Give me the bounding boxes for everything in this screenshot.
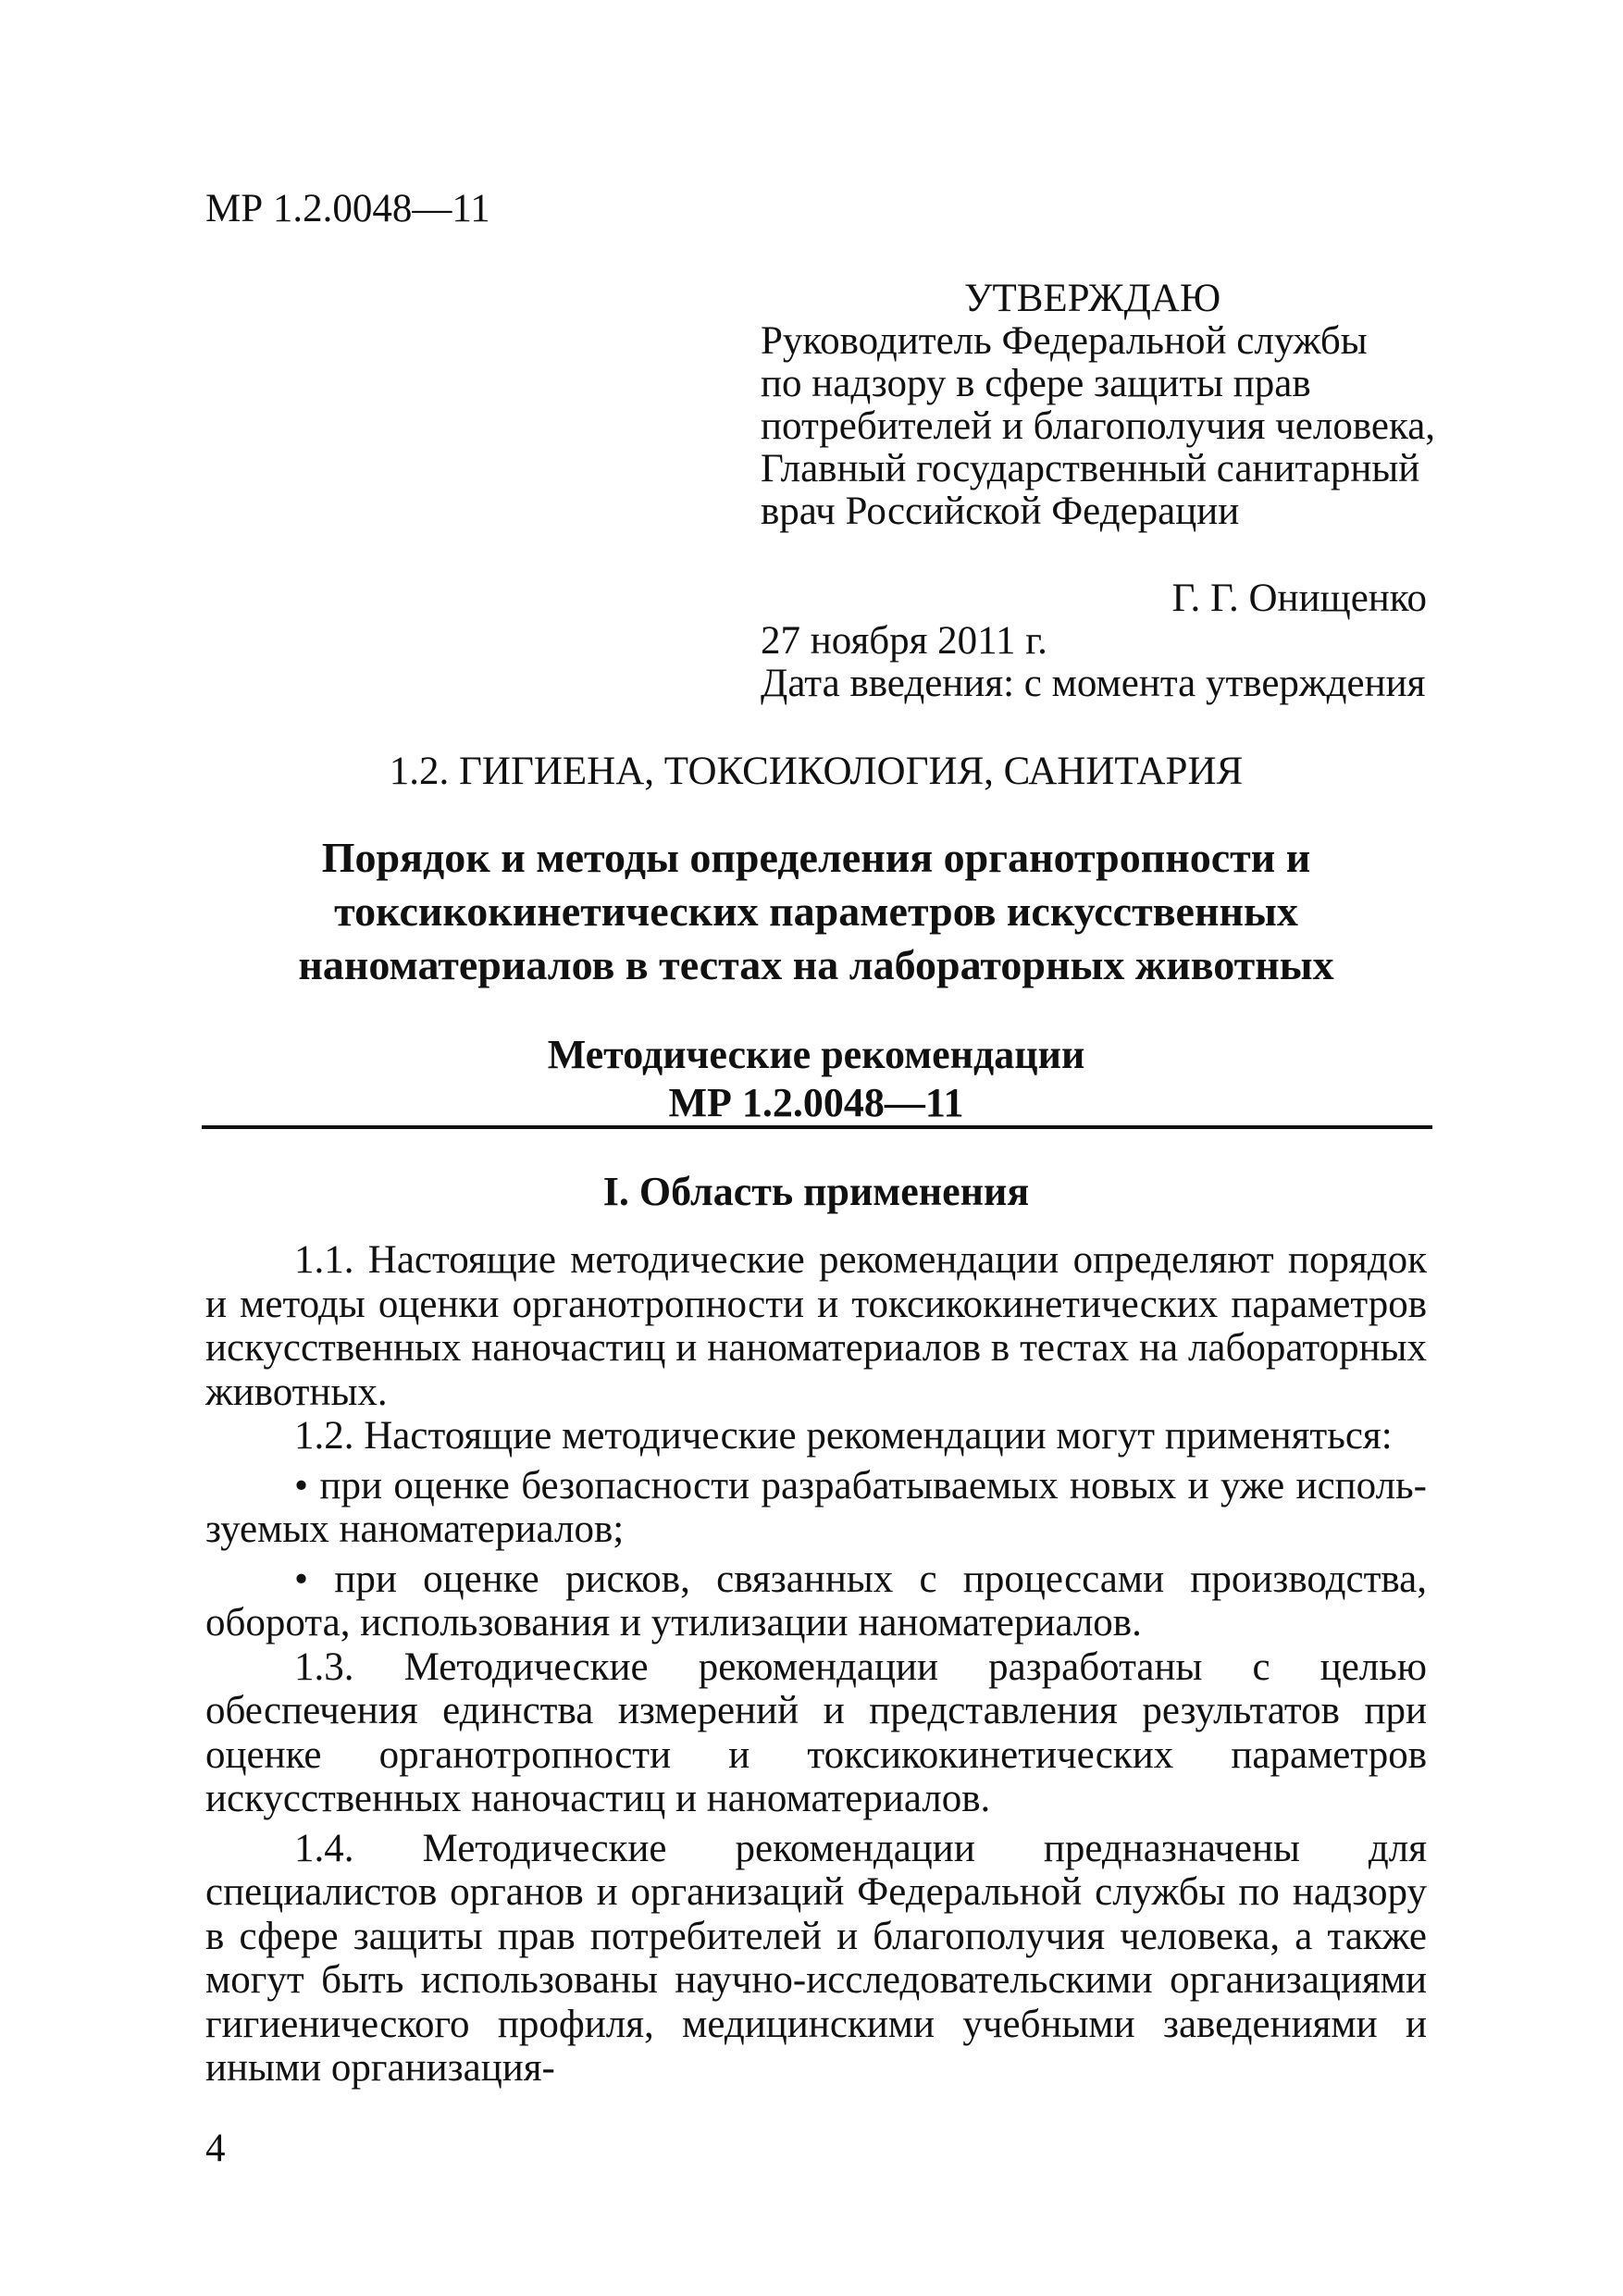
approval-line: Руководитель Федеральной службы xyxy=(761,319,1368,363)
approval-effective-date: Дата введения: с момента утверждения xyxy=(761,662,1426,705)
document-title xyxy=(205,831,1427,992)
approval-line: потребителей и благополучия человека, xyxy=(761,404,1436,448)
approval-heading: УТВЕРЖДАЮ xyxy=(964,277,1221,320)
approval-line: врач Российской Федерации xyxy=(761,490,1240,533)
paragraph-1-2: 1.2. Настоящие методические рекомендации могут применяться: xyxy=(294,1414,1393,1458)
page-number: 4 xyxy=(205,2127,226,2170)
bullet-item: • при оценке безопасности разрабатываемых новых и уже используемых наноматериалов; xyxy=(205,1463,1427,1551)
approval-block xyxy=(761,277,1436,705)
section-header: 1.2. ГИГИЕНА, ТОКСИКОЛОГИЯ, САНИТАРИЯ xyxy=(389,750,1244,793)
subtitle-code: МР 1.2.0048—11 xyxy=(668,1080,964,1125)
chapter-title: I. Область применения xyxy=(602,1169,1030,1214)
subtitle-type: Методические рекомендации xyxy=(547,1032,1085,1077)
bullet-item: • при оценке рисков, связанных с процессами производства, оборота, использования и утилизации наноматериалов. xyxy=(205,1557,1427,1644)
title-line: наноматериалов в тестах на лабораторных животных xyxy=(298,941,1334,988)
document-subtitle xyxy=(205,1031,1427,1127)
body-text xyxy=(205,1238,1427,2091)
approval-line: Главный государственный санитарный xyxy=(761,447,1420,490)
title-line: токсикокинетических параметров искусственных xyxy=(334,887,1298,935)
approval-date: 27 ноября 2011 г. xyxy=(761,619,1047,663)
approval-signer: Г. Г. Онищенко xyxy=(1171,577,1427,620)
title-line: Порядок и методы определения органотропности и xyxy=(321,834,1311,881)
paragraph-1-3: 1.3. Методические рекомендации разработаны с целью обеспечения единства измерений и представления результатов при оценке органотропности и токсикокинетических параметров искусственных наночастиц и наноматериалов. xyxy=(205,1644,1427,1820)
paragraph-1-1: 1.1. Настоящие методические рекомендации определяют порядок и методы оценки органотропности и токсикокинетических параметров искусственных наночастиц и наноматериалов в тестах на лабораторных животных. xyxy=(205,1238,1427,1414)
horizontal-rule xyxy=(202,1125,1432,1129)
document-code: МР 1.2.0048—11 xyxy=(205,187,490,230)
approval-line: по надзору в сфере защиты прав xyxy=(761,362,1311,405)
paragraph-1-4: 1.4. Методические рекомендации предназначены для специалистов органов и организаций Федеральной службы по надзору в сфере защиты прав потребителей и благополучия человека, а также могут быть использованы научно-исследовательскими организациями гигиенического профиля, медицинскими учебными заведениями и иными организация- xyxy=(205,1826,1427,2090)
